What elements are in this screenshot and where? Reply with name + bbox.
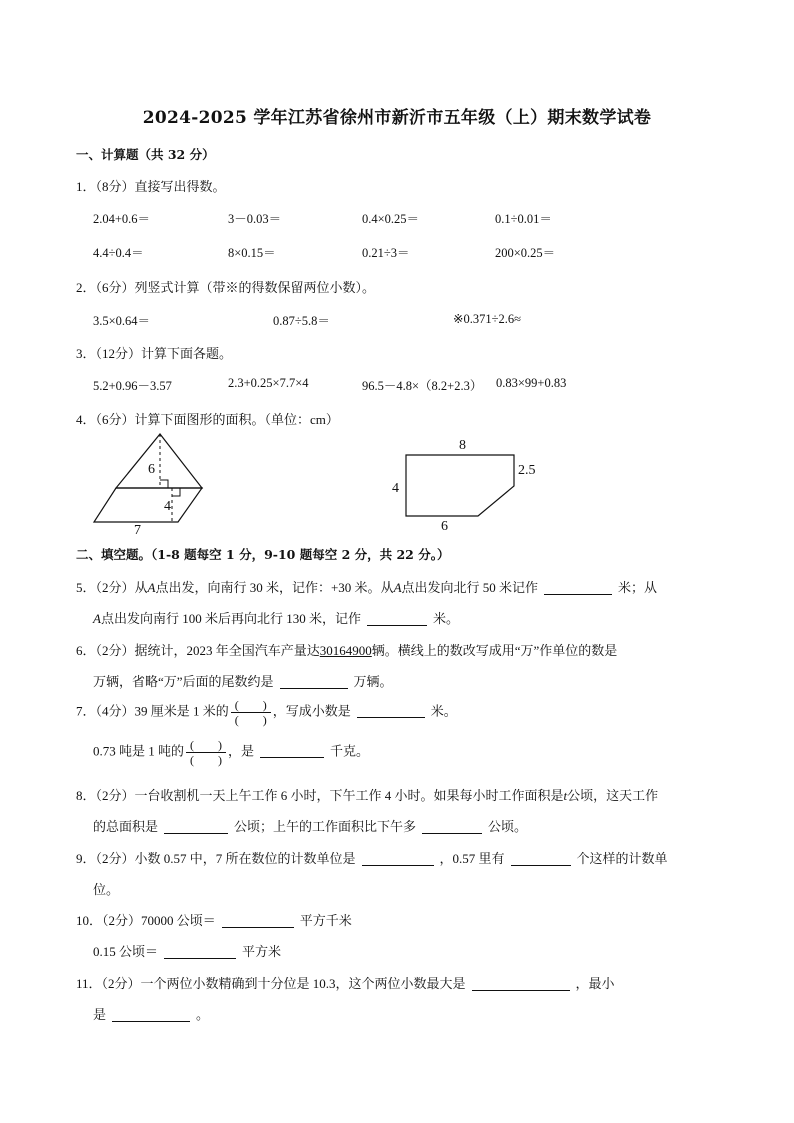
q1-item: 0.1÷0.01＝ [495,212,552,226]
fraction-blank[interactable]: $\frac{( )}{( )}$ [186,738,226,767]
q2-heading: 2．（6分）列竖式计算（带※的得数保留两位小数）。 [76,280,376,295]
q3-item: 2.3+0.25×7.7×4 [228,376,309,390]
answer-blank[interactable] [260,743,324,758]
page-title: 2024-2025 学年江苏省徐州市新沂市五年级（上）期末数学试卷 [142,108,652,128]
right-angle-mark [172,488,180,496]
answer-blank[interactable] [280,674,348,689]
q11-line-2: 是 。 [93,1007,210,1022]
q7-line-2: 0.73 吨是 1 吨的 $\frac{( )}{( )}$ ，是 千克。 [93,738,370,767]
q1-item: 4.4÷0.4＝ [93,246,144,260]
trapezoid-triangle-figure [88,428,218,536]
q10-line-1: 10．（2分）70000 公顷＝ 平方千米 [76,913,352,928]
q5-line-2: A点出发向南行 100 米后再向北行 130 米，记作 米。 [93,611,459,626]
section-heading-2: 二、填空题。（1-8 题每空 1 分，9-10 题每空 2 分，共 22 分。） [76,547,450,562]
q2-item: ※0.371÷2.6≈ [453,312,521,326]
pentagon-figure [384,432,544,534]
q1-item: 200×0.25＝ [495,246,556,260]
trapezoid-shape [94,488,202,522]
bottom-side-label: 6 [441,519,448,534]
answer-blank[interactable] [362,851,434,866]
q2-item: 0.87÷5.8＝ [273,314,330,328]
answer-blank[interactable] [222,913,294,928]
answer-blank[interactable] [112,1007,190,1022]
trapezoid-height-label: 4 [164,499,171,514]
pentagon-shape [406,455,514,516]
q8-line-1: 8．（2分）一台收割机一天上午工作 6 小时，下午工作 4 小时。如果每小时工作面积是t公顷，这天工作 [76,788,659,803]
triangle-height-label: 6 [148,462,155,477]
underlined-number: 30164900 [319,643,372,658]
q7-line-1: 7．（4分）39 厘米是 1 米的 $\frac{( )}{( )}$ ，写成小数是 米。 [76,698,457,727]
q1-item: 2.04+0.6＝ [93,212,151,226]
section-heading-1: 一、计算题（共 32 分） [76,147,215,162]
point-a: A [147,580,156,595]
answer-blank[interactable] [544,580,612,595]
variable-t: t [563,788,568,803]
q1-item: 8×0.15＝ [228,246,276,260]
q9-line-1: 9．（2分）小数 0.57 中，7 所在数位的计数单位是 ，0.57 里有 个这样的计数单 [76,851,668,866]
q2-item: 3.5×0.64＝ [93,314,151,328]
triangle-shape [116,434,202,488]
q11-line-1: 11．（2分）一个两位小数精确到十分位是 10.3，这个两位小数最大是 ，最小 [76,976,615,991]
q3-item: 5.2+0.96－3.57 [93,379,172,393]
q3-heading: 3．（12分）计算下面各题。 [76,346,233,361]
answer-blank[interactable] [422,819,482,834]
q1-item: 0.21÷3＝ [362,246,410,260]
right-side-label: 2.5 [518,463,536,478]
q3-item: 96.5－4.8×（8.2+2.3） [362,379,483,393]
q4-heading: 4．（6分）计算下面图形的面积。（单位：cm） [76,412,339,427]
answer-blank[interactable] [357,703,425,718]
answer-blank[interactable] [164,944,236,959]
q1-item: 3－0.03＝ [228,212,282,226]
right-angle-mark [160,480,168,488]
answer-blank[interactable] [472,976,570,991]
q6-line-2: 万辆，省略“万”后面的尾数约是 万辆。 [93,674,393,689]
q1-item: 0.4×0.25＝ [362,212,420,226]
left-side-label: 4 [392,481,399,496]
q6-line-1: 6．（2分）据统计，2023 年全国汽车产量达30164900辆。横线上的数改写成用“万”作单位的数是 [76,643,618,658]
base-label: 7 [134,523,141,536]
q10-line-2: 0.15 公顷＝ 平方米 [93,944,282,959]
q9-line-2: 位。 [93,882,120,897]
answer-blank[interactable] [367,611,427,626]
q1-heading: 1．（8分）直接写出得数。 [76,179,226,194]
q8-line-2: 的总面积是 公顷；上午的工作面积比下午多 公顷。 [93,819,528,834]
q5-line-1: 5．（2分）从A点出发，向南行 30 米，记作：+30 米。从A点出发向北行 50 米记作 米；从 [76,580,658,595]
answer-blank[interactable] [511,851,571,866]
fraction-blank[interactable]: $\frac{( )}{( )}$ [231,698,271,727]
top-side-label: 8 [459,438,466,453]
q3-item: 0.83×99+0.83 [496,376,567,390]
answer-blank[interactable] [164,819,228,834]
